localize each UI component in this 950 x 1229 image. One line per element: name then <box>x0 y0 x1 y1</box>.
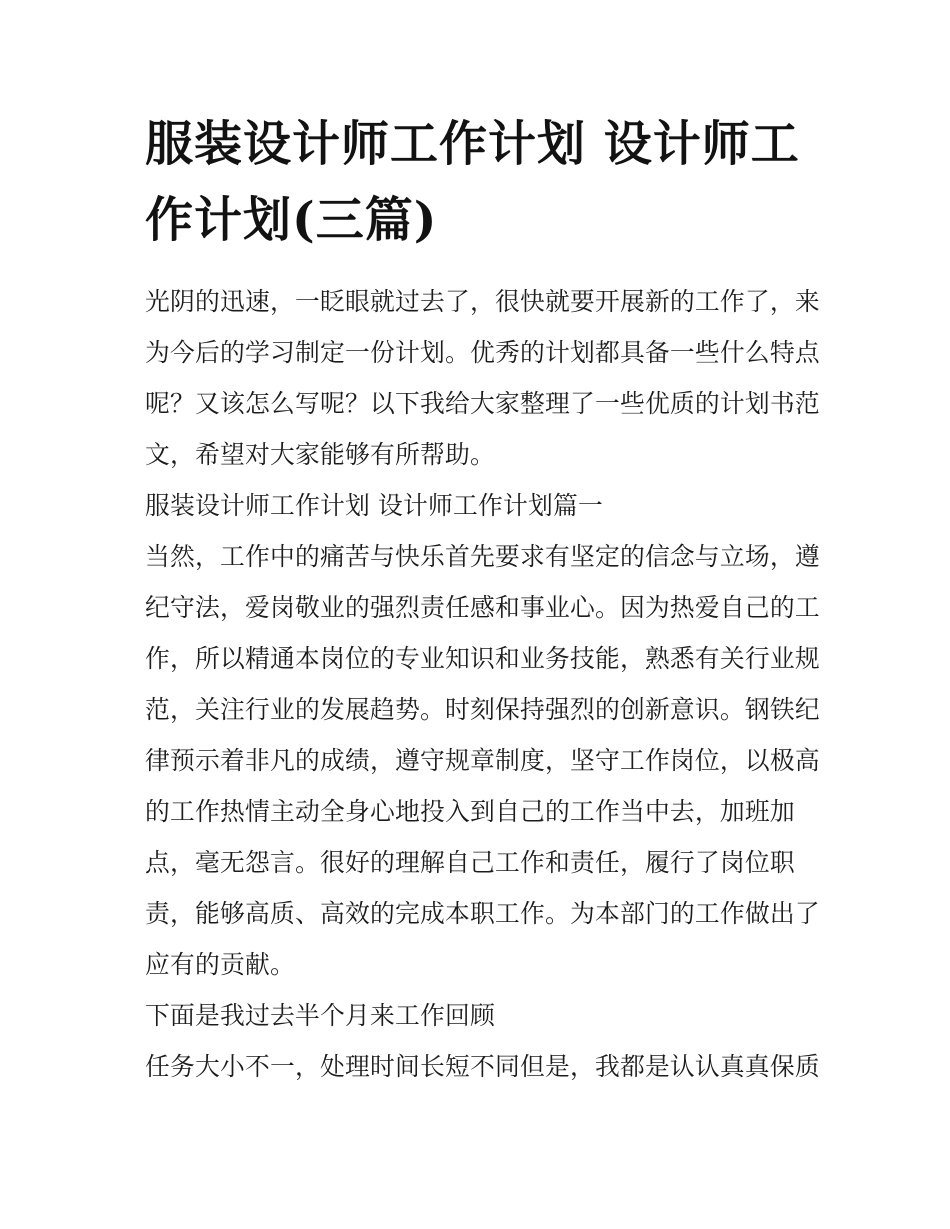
text-line: 范，关注行业的发展趋势。时刻保持强烈的创新意识。钢铁纪 <box>145 695 820 724</box>
text-line: 点，毫无怨言。很好的理解自己工作和责任，履行了岗位职 <box>145 848 795 877</box>
text-line: 服装设计师工作计划 设计师工作计划篇一 <box>145 491 604 520</box>
text-line: 下面是我过去半个月来工作回顾 <box>145 1001 495 1030</box>
document-content <box>145 0 835 1092</box>
paragraph-main <box>145 531 835 990</box>
document-body <box>145 276 835 1092</box>
paragraph-tasks <box>145 1041 835 1092</box>
paragraph-intro <box>145 276 835 480</box>
page-title-line-2: 作计划(三篇) <box>145 192 438 248</box>
text-line: 应有的贡献。 <box>145 950 295 979</box>
text-line: 作，所以精通本岗位的专业知识和业务技能，熟悉有关行业规 <box>145 644 820 673</box>
text-line: 光阴的迅速，一眨眼就过去了，很快就要开展新的工作了，来 <box>145 287 820 316</box>
text-line: 纪守法，爱岗敬业的强烈责任感和事业心。因为热爱自己的工 <box>145 593 820 622</box>
text-line: 呢？又该怎么写呢？以下我给大家整理了一些优质的计划书范 <box>145 389 820 418</box>
page-title <box>145 0 835 258</box>
text-line: 为今后的学习制定一份计划。优秀的计划都具备一些什么特点 <box>145 338 820 367</box>
paragraph-review-heading <box>145 990 835 1041</box>
text-line: 任务大小不一，处理时间长短不同但是，我都是认认真真保质 <box>145 1052 820 1081</box>
text-line: 律预示着非凡的成绩，遵守规章制度，坚守工作岗位，以极高 <box>145 746 820 775</box>
text-line: 责，能够高质、高效的完成本职工作。为本部门的工作做出了 <box>145 899 820 928</box>
text-line: 当然，工作中的痛苦与快乐首先要求有坚定的信念与立场，遵 <box>145 542 820 571</box>
page-title-line-1: 服装设计师工作计划 设计师工 <box>145 116 800 172</box>
paragraph-section-heading <box>145 480 835 531</box>
text-line: 的工作热情主动全身心地投入到自己的工作当中去，加班加 <box>145 797 795 826</box>
text-line: 文，希望对大家能够有所帮助。 <box>145 440 495 469</box>
